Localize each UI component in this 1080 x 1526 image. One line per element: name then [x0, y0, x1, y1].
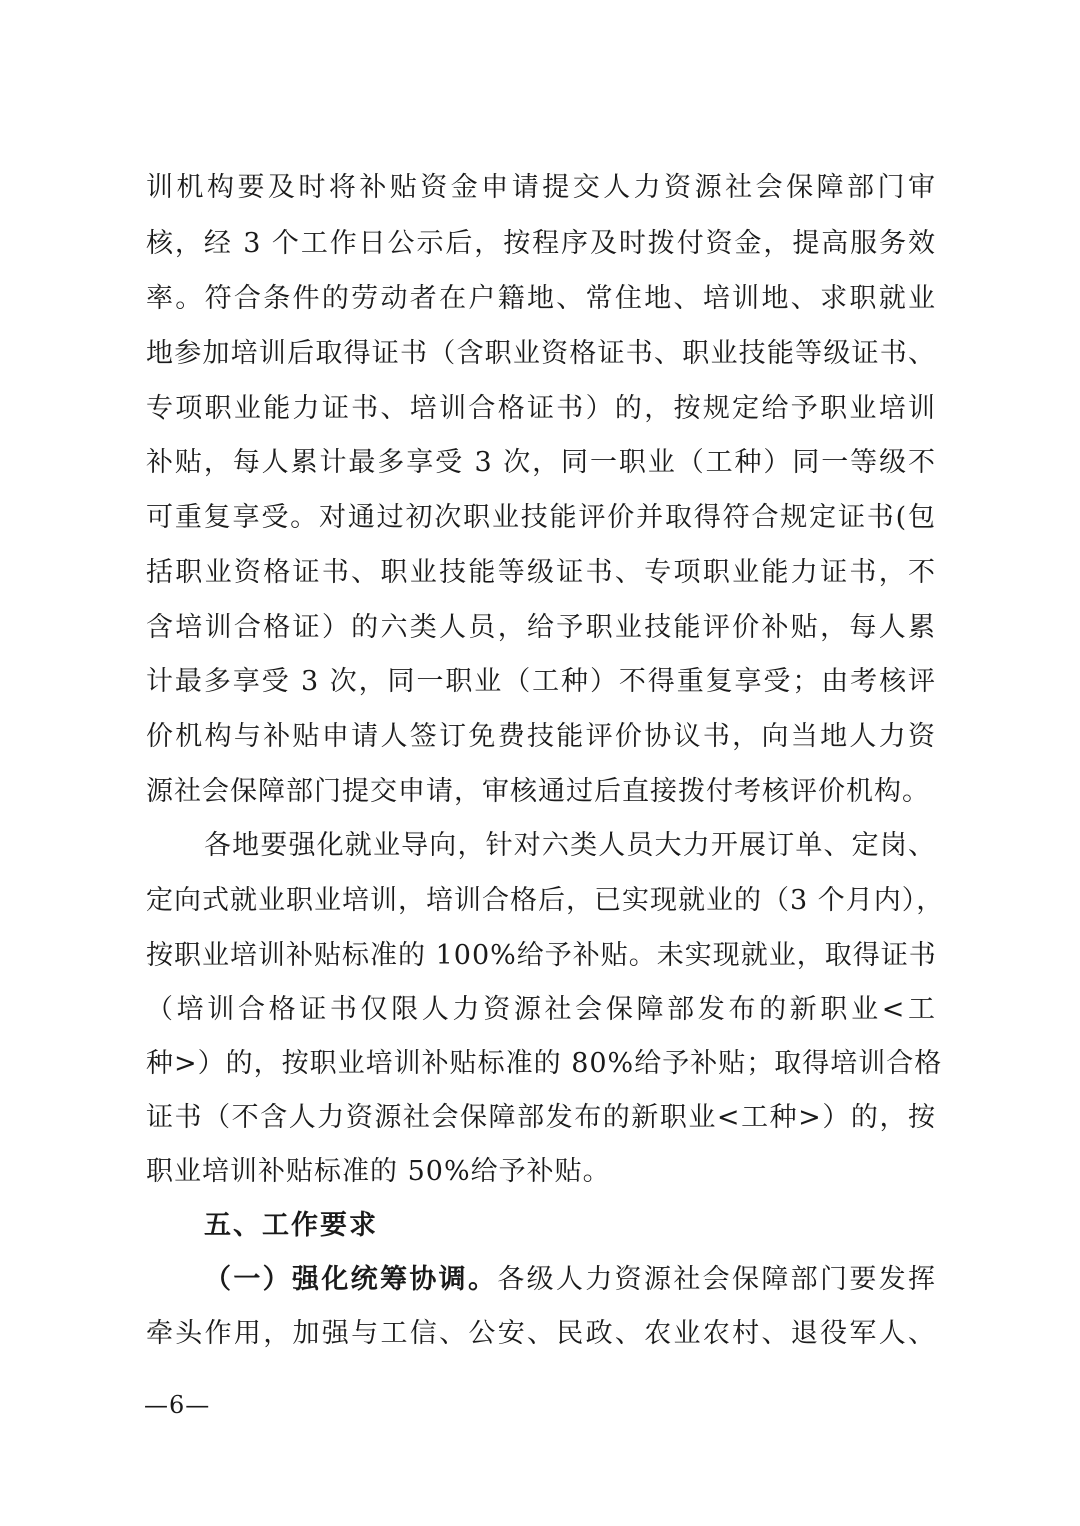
body-text-line: （培训合格证书仅限人力资源社会保障部发布的新职业<工 [146, 994, 936, 1025]
body-text-line: 证书（不含人力资源社会保障部发布的新职业<工种>）的，按 [146, 1102, 936, 1133]
body-text-line: 定向式就业职业培训，培训合格后，已实现就业的（3 个月内）， [146, 885, 945, 916]
section-heading: 五、工作要求 [204, 1210, 378, 1241]
body-text-line: 种>）的，按职业培训补贴标准的 80%给予补贴；取得培训合格 [146, 1048, 943, 1079]
page-number: —6— [144, 1391, 211, 1419]
subsection-title: （一）强化统筹协调。 [204, 1264, 498, 1295]
body-text-line: 训机构要及时将补贴资金申请提交人力资源社会保障部门审 [146, 172, 936, 203]
body-text-line: 地参加培训后取得证书（含职业资格证书、职业技能等级证书、 [146, 338, 936, 369]
body-text-line: 职业培训补贴标准的 50%给予补贴。 [146, 1156, 611, 1187]
body-text-line: 可重复享受。对通过初次职业技能评价并取得符合规定证书(包 [146, 502, 936, 533]
body-text-line: 源社会保障部门提交申请，审核通过后直接拨付考核评价机构。 [146, 776, 930, 807]
body-text-line: 专项职业能力证书、培训合格证书）的，按规定给予职业培训 [146, 393, 936, 424]
body-text-line: 计最多享受 3 次，同一职业（工种）不得重复享受；由考核评 [146, 666, 936, 697]
body-text-line: 按职业培训补贴标准的 100%给予补贴。未实现就业，取得证书 [146, 940, 937, 971]
body-text-line: 含培训合格证）的六类人员，给予职业技能评价补贴，每人累 [146, 612, 936, 643]
body-text-line: 率。符合条件的劳动者在户籍地、常住地、培训地、求职就业 [146, 283, 936, 314]
subsection-text: 各级人力资源社会保障部门要发挥 [497, 1264, 937, 1295]
body-text-line: 牵头作用，加强与工信、公安、民政、农业农村、退役军人、 [146, 1318, 936, 1349]
body-text-line: 各地要强化就业导向，针对六类人员大力开展订单、定岗、 [204, 830, 936, 861]
body-text-line: 价机构与补贴申请人签订免费技能评价协议书，向当地人力资 [146, 721, 936, 752]
body-text-line: 核，经 3 个工作日公示后，按程序及时拨付资金，提高服务效 [146, 228, 936, 259]
body-text-line: 括职业资格证书、职业技能等级证书、专项职业能力证书，不 [146, 557, 936, 588]
subsection-first-line [204, 1260, 936, 1300]
body-text-line: 补贴，每人累计最多享受 3 次，同一职业（工种）同一等级不 [146, 447, 936, 478]
